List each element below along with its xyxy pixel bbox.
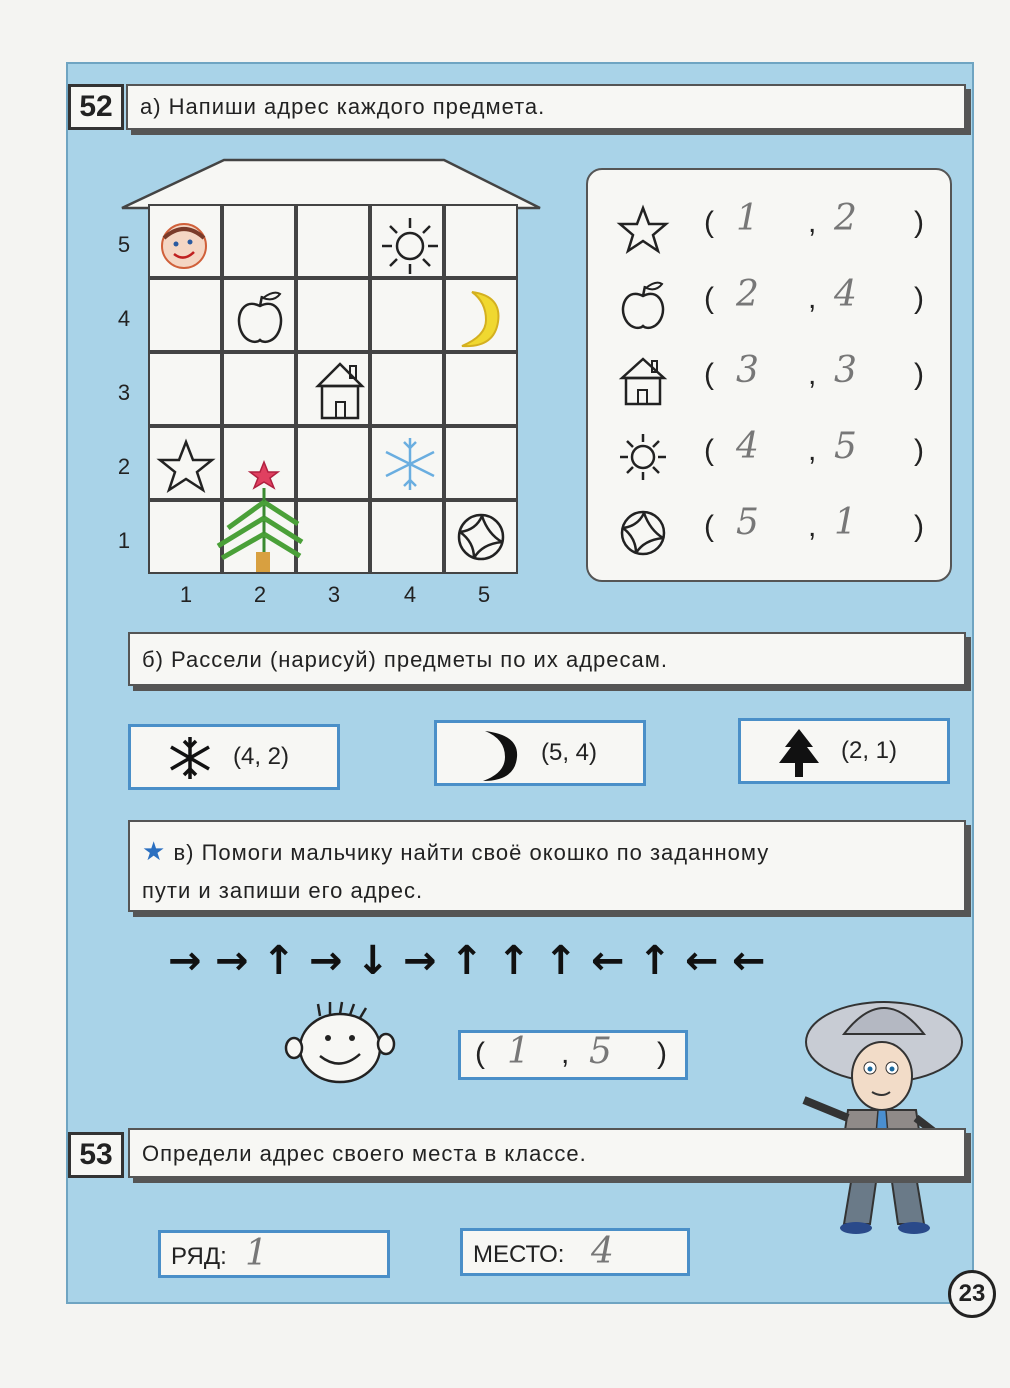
answer-comma: , (808, 434, 817, 467)
page-number: 23 (948, 1270, 996, 1318)
grid-cell (370, 352, 444, 426)
answer-x[interactable]: 1 (736, 198, 759, 239)
task-number-53: 53 (68, 1132, 124, 1178)
answer-x[interactable]: 4 (736, 426, 759, 467)
sun-icon (378, 214, 442, 278)
row-label-2: 2 (117, 454, 131, 479)
ball-icon (616, 508, 670, 558)
grid-cell (222, 204, 296, 278)
task-52a-heading: а) Напиши адрес каждого предмета. (126, 84, 966, 130)
snowflake-icon (165, 735, 215, 781)
grid-cell (444, 426, 518, 500)
answer-y[interactable]: 1 (834, 502, 857, 543)
row-label-4: 4 (117, 306, 131, 331)
workbook-page (66, 62, 974, 1304)
sun-icon (616, 432, 670, 482)
place-item-moon (434, 720, 646, 786)
answer-comma: , (808, 358, 817, 391)
answer-open-paren: ( (704, 510, 714, 543)
row-answer-box[interactable] (158, 1230, 390, 1278)
path-arrow: ↓ (356, 938, 390, 984)
ball-icon (452, 508, 510, 566)
grid-cell (444, 204, 518, 278)
boy-answer-box[interactable] (458, 1030, 688, 1080)
answer-close-paren: ) (914, 434, 924, 467)
fir-tree-icon (773, 727, 825, 779)
path-arrow: → (168, 938, 202, 984)
col-label-5: 5 (477, 582, 491, 607)
face-drawing-icon (154, 216, 214, 276)
apple-icon (616, 280, 670, 330)
answer-open-paren: ( (704, 358, 714, 391)
path-arrow: → (215, 938, 249, 984)
grid-cell (444, 352, 518, 426)
grid-cell (222, 352, 296, 426)
grid-cell (148, 278, 222, 352)
answer-row (608, 502, 938, 562)
apple-icon (230, 288, 290, 348)
task-52v-heading (128, 820, 966, 912)
task-52b-heading: б) Рассели (нарисуй) предметы по их адресам. (128, 632, 966, 686)
house-icon (312, 360, 368, 422)
row-label: РЯД: (171, 1243, 227, 1270)
answer-y[interactable]: 4 (834, 274, 857, 315)
answer-open-paren: ( (704, 282, 714, 315)
grid-cell (296, 500, 370, 574)
col-label-3: 3 (327, 582, 341, 607)
grid-cell (296, 278, 370, 352)
boy-with-hat-illustration (774, 988, 964, 1238)
grid-cell (370, 500, 444, 574)
snowflake-coords: (4, 2) (233, 743, 290, 770)
grid-cell (370, 278, 444, 352)
answer-y[interactable]: 5 (834, 426, 857, 467)
answer-x[interactable]: 3 (736, 350, 759, 391)
grid-cell (296, 426, 370, 500)
answer-row (608, 274, 938, 334)
answer-x[interactable]: 5 (736, 502, 759, 543)
task-53-heading: Определи адрес своего места в классе. (128, 1128, 966, 1178)
fir-tree-coords: (2, 1) (841, 737, 898, 764)
answer-row (608, 350, 938, 410)
answer-comma: , (808, 510, 817, 543)
answer-row (608, 198, 938, 258)
moon-drawing-icon (448, 286, 508, 352)
answer-comma: , (808, 206, 817, 239)
row-label-1: 1 (117, 528, 131, 553)
path-arrow: → (309, 938, 343, 984)
boy-answer-y: 5 (589, 1031, 612, 1072)
answer-close-paren: ) (914, 282, 924, 315)
grid-cell (296, 204, 370, 278)
task-52v-line1: в) Помоги мальчику найти своё окошко по заданному (173, 840, 770, 865)
path-arrow: ← (732, 938, 766, 984)
row-label-3: 3 (117, 380, 131, 405)
path-arrows (168, 932, 788, 992)
answer-open-paren: ( (704, 206, 714, 239)
answer-close-paren: ) (914, 206, 924, 239)
answer-y[interactable]: 2 (834, 198, 857, 239)
boy-answer-open: ( (475, 1037, 485, 1070)
path-arrow: ↑ (450, 938, 484, 984)
grid-cell (148, 352, 222, 426)
answers-panel (586, 168, 952, 582)
answer-comma: , (808, 282, 817, 315)
path-arrow: ↑ (544, 938, 578, 984)
col-label-4: 4 (403, 582, 417, 607)
place-item-fir-tree (738, 718, 950, 784)
boy-answer-comma: , (561, 1037, 570, 1070)
answer-x[interactable]: 2 (736, 274, 759, 315)
seat-label: МЕСТО: (473, 1241, 565, 1268)
star-icon (616, 204, 670, 254)
place-item-snowflake (128, 724, 340, 790)
star-marker-icon: ★ (142, 836, 167, 866)
row-value: 1 (245, 1233, 268, 1274)
task-52v-line2: пути и запиши его адрес. (142, 878, 424, 903)
seat-answer-box[interactable] (460, 1228, 690, 1276)
path-arrow: ↑ (497, 938, 531, 984)
snowflake-drawing-icon (378, 432, 442, 496)
answer-open-paren: ( (704, 434, 714, 467)
answer-row (608, 426, 938, 486)
path-arrow: ↑ (262, 938, 296, 984)
answer-y[interactable]: 3 (834, 350, 857, 391)
row-label-5: 5 (117, 232, 131, 257)
boy-answer-close: ) (657, 1037, 667, 1070)
path-arrow: → (403, 938, 437, 984)
answer-close-paren: ) (914, 510, 924, 543)
path-arrow: ← (685, 938, 719, 984)
task-number-52: 52 (68, 84, 124, 130)
path-arrow: ↑ (638, 938, 672, 984)
answer-close-paren: ) (914, 358, 924, 391)
boy-answer-x: 1 (507, 1031, 530, 1072)
boy-face-icon (278, 998, 402, 1088)
path-arrow: ← (591, 938, 625, 984)
seat-value: 4 (591, 1231, 614, 1272)
col-label-1: 1 (179, 582, 193, 607)
star-icon (156, 436, 216, 496)
house-icon (616, 356, 670, 406)
moon-icon (467, 727, 521, 783)
fir-tree-drawing-icon (208, 458, 304, 574)
col-label-2: 2 (253, 582, 267, 607)
moon-coords: (5, 4) (541, 739, 598, 766)
